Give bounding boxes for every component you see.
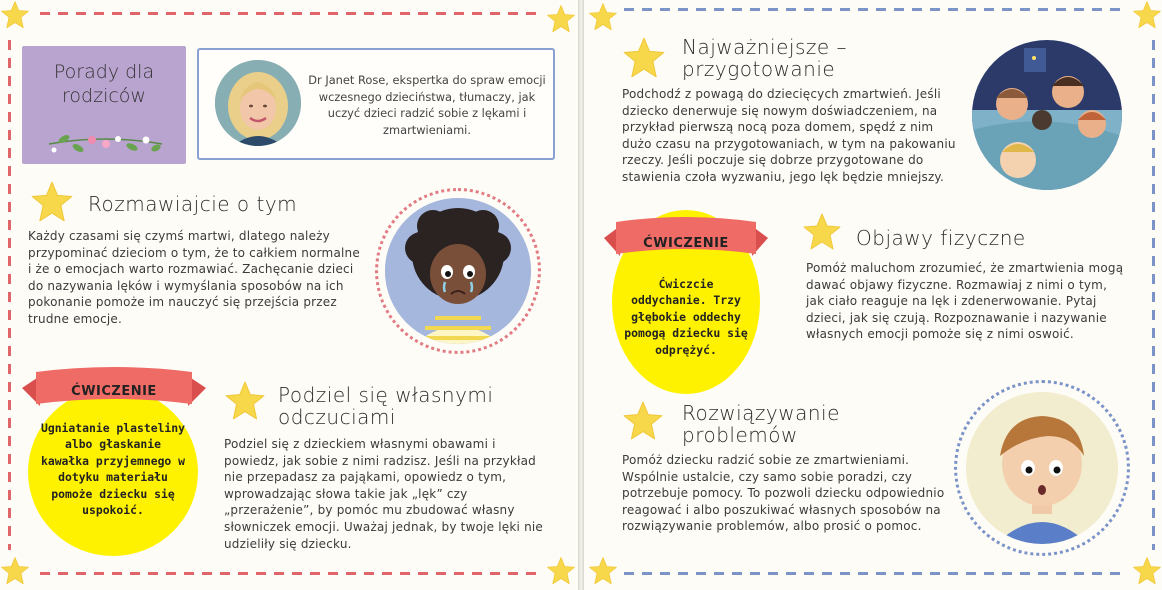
star-icon xyxy=(622,400,664,442)
top-border xyxy=(40,12,540,15)
exercise-label: ĆWICZENIE xyxy=(643,236,729,251)
star-icon xyxy=(802,212,842,252)
star-icon xyxy=(546,4,576,34)
star-icon xyxy=(588,556,618,586)
section-body-preparation: Podchodź z powagą do dziecięcych zmartwień. Jeśli dziecko denerwuje się nowym doświadczeniem, na przykład pierwszą nocą poza domem, spędź z nim dużo czasu na przygotowaniach, w tym na pakowaniu rzeczy. Jeśli poczuje się dobrze przygotowane do stawienia czoła wyzwaniu, jego lęk będzie mniejszy. xyxy=(622,87,956,184)
exercise-text: Ugniatanie plasteliny albo głaskanie kawałka przyjemnego w dotyku materiału pomoże dziecku się uspokoić. xyxy=(40,421,185,518)
star-icon xyxy=(30,180,74,224)
left-page xyxy=(0,0,578,590)
girl-illustration xyxy=(385,198,531,344)
section-title-preparation: Najważniejsze – przygotowanie xyxy=(682,35,848,81)
star-icon xyxy=(622,36,666,80)
exercise-label: ĆWICZENIE xyxy=(71,384,157,399)
section-title-problems: Rozwiązywanie problemów xyxy=(682,401,840,447)
boy-illustration xyxy=(966,392,1118,544)
bottom-border xyxy=(624,572,1124,575)
star-icon xyxy=(1132,0,1162,30)
bottom-border xyxy=(40,572,540,575)
expert-quote-text: Dr Janet Rose, ekspertka do spraw emocji wczesnego dzieciństwa, tłumaczy, jak uczyć dzieci radzić sobie z lękami i zmartwieniami. xyxy=(308,73,546,137)
star-icon xyxy=(0,556,30,586)
star-icon xyxy=(224,380,266,422)
star-icon xyxy=(546,556,576,586)
leaf-garland-icon xyxy=(44,126,168,160)
bedtime-illustration xyxy=(972,40,1122,190)
star-icon xyxy=(0,0,30,30)
section-title-talk: Rozmawiajcie o tym xyxy=(88,192,298,216)
star-icon xyxy=(588,2,618,32)
section-body-physical: Pomóż maluchom zrozumieć, że zmartwienia mogą dawać objawy fizyczne. Rozmawiaj z nimi o tym, jak ciało reaguje na lęk i zdenerwowanie. Pytaj dzieci, jak się czują. Rozpoznawanie i nazywanie własnych emocji pomoże się z nimi oswoić. xyxy=(806,261,1124,342)
section-title-physical: Objawy fizyczne xyxy=(856,226,1026,250)
star-icon xyxy=(1132,556,1162,586)
page-title: Porady dla rodziców xyxy=(53,61,155,107)
expert-quote-box xyxy=(197,48,555,160)
left-border xyxy=(8,40,11,550)
section-body-talk: Każdy czasami się czymś martwi, dlatego należy przypominać dzieciom o tym, że to całkiem normalne i że o emocjach warto rozmawiać. Zachęcanie dzieci do nazywania lęków i wymyślania sposobów na ich pokonanie pomoże im nauczyć się przejścia przez trudne emocje. xyxy=(28,229,360,326)
right-border xyxy=(1152,40,1155,550)
section-body-problems: Pomóż dziecku radzić sobie ze zmartwieniami. Wspólnie ustalcie, czy samo sobie poradzi, czy potrzebuje pomocy. To pozwoli dziecku odpowiednio reagować i albo poszukiwać własnych sposobów na rozwiązywanie problemów, albo prosić o pomoc. xyxy=(622,453,945,534)
top-border xyxy=(624,8,1124,11)
tips-header-box xyxy=(22,46,186,164)
section-title-share: Podziel się własnymi odczuciami xyxy=(278,383,494,429)
avatar xyxy=(215,60,301,146)
right-page xyxy=(584,0,1162,590)
exercise-text: Ćwiczcie oddychanie. Trzy głębokie oddechy pomogą dziecku się odprężyć. xyxy=(624,277,748,357)
section-body-share: Podziel się z dzieckiem własnymi obawami i powiedz, jak sobie z nimi radzisz. Jeśli na przykład nie przepadasz za pająkami, opowiedz o tym, wprowadzając słowa takie jak „lęk” czy „przerażenie”, by pomóc mu zbudować własny słowniczek emocji. Uważaj jednak, by twoje lęki nie udzieliły się dziecku. xyxy=(224,437,543,551)
